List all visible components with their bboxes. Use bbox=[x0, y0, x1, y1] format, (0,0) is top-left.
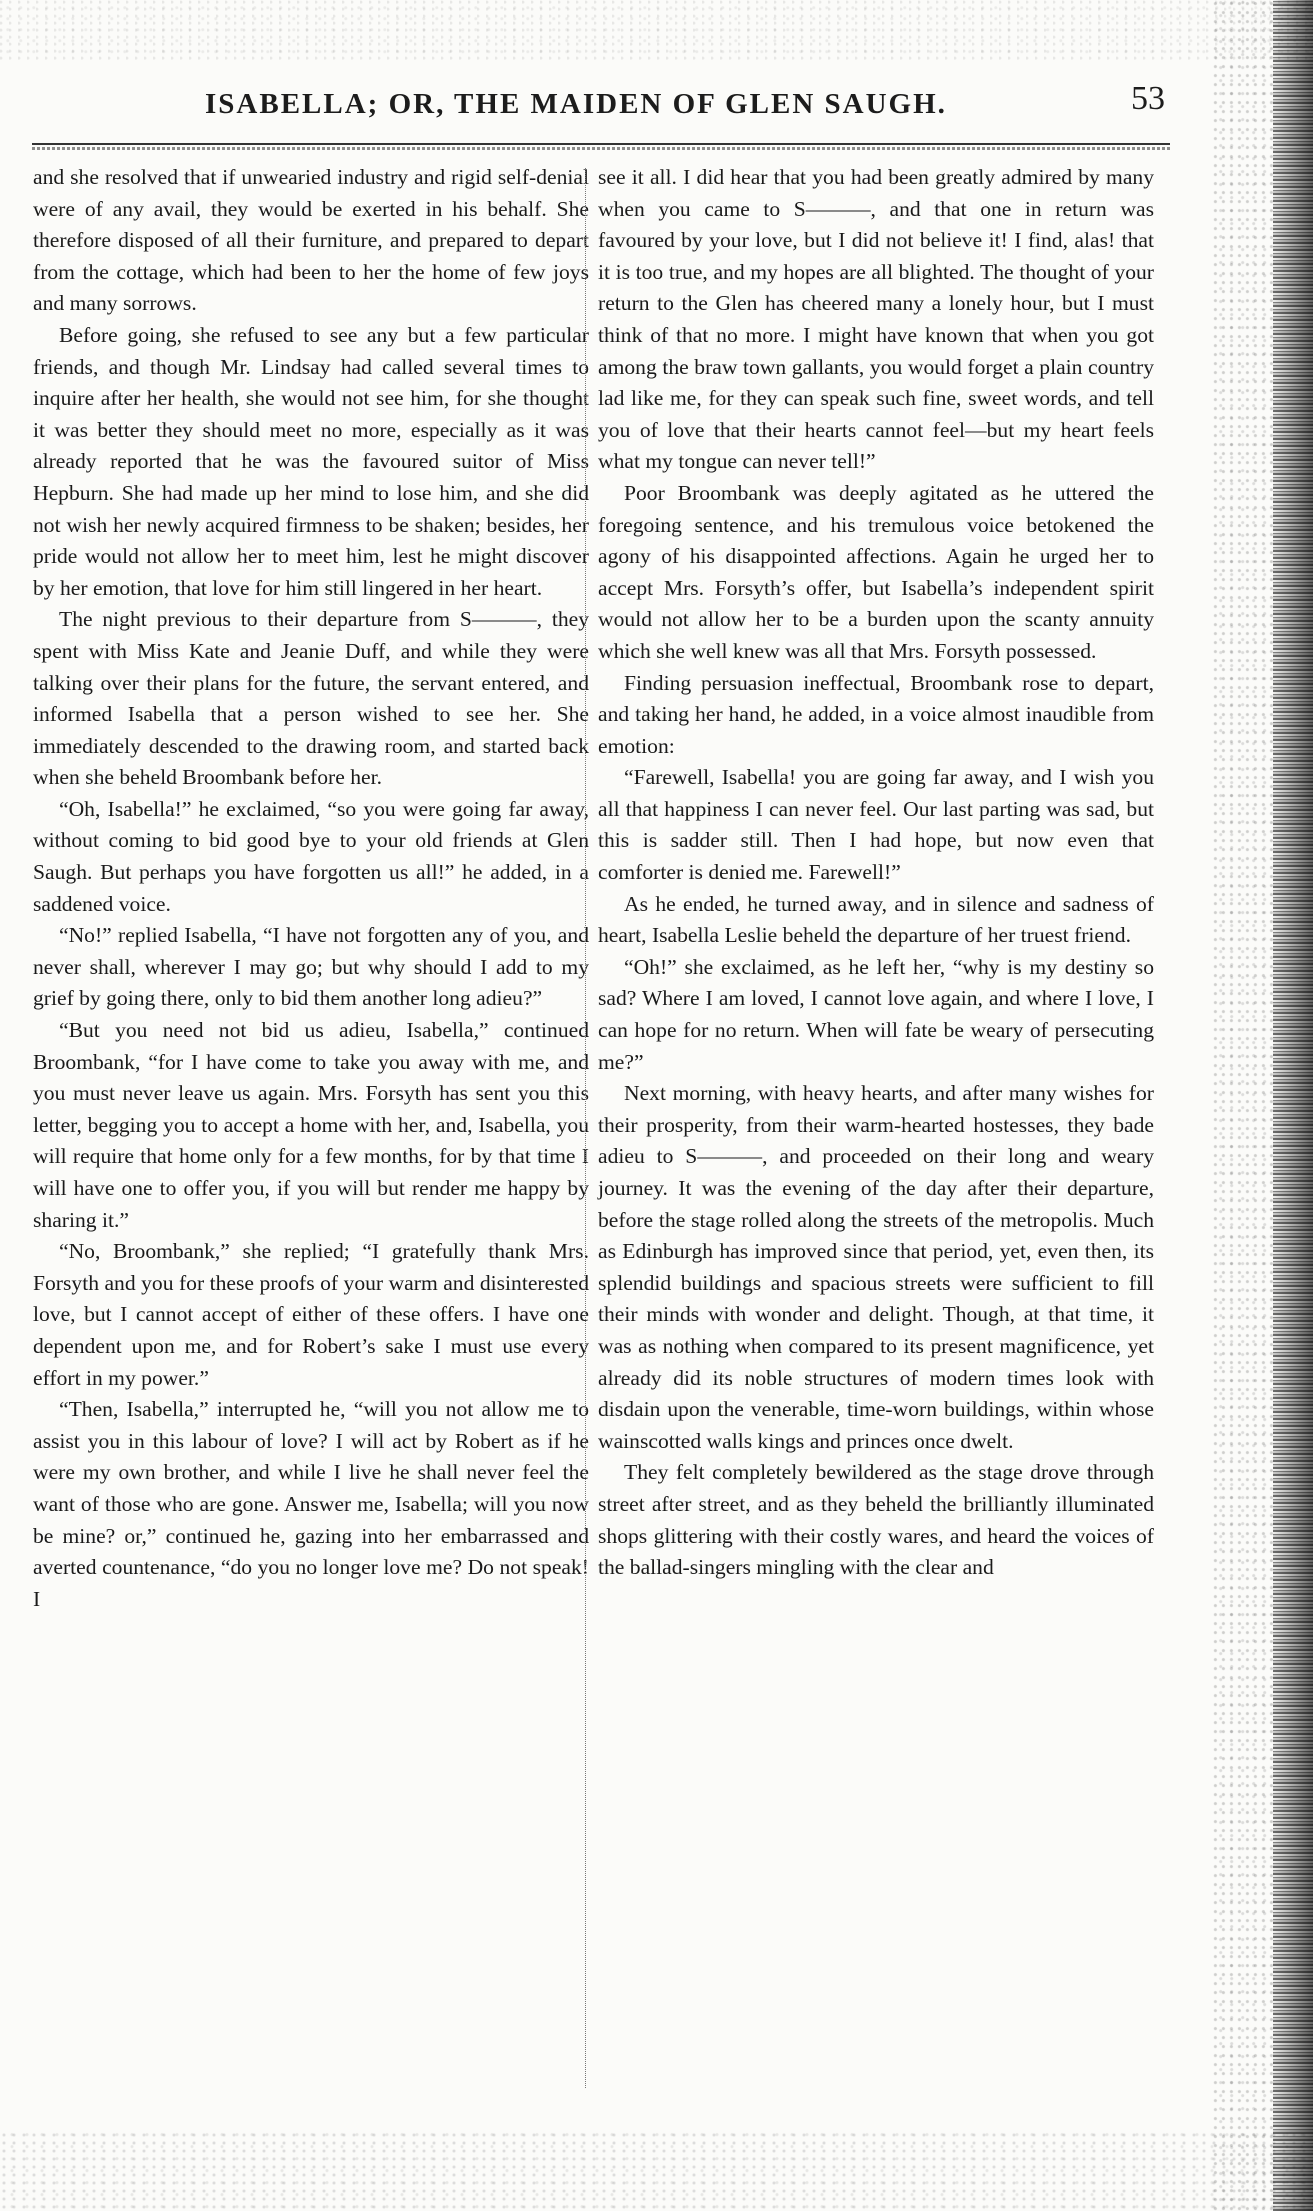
paragraph: “Oh!” she exclaimed, as he left her, “why is my destiny so sad? Where I am loved, I cannot love again, and where I love, I can hope for no return. When will fate be weary of persecuting me?” bbox=[598, 954, 1154, 1074]
paragraph: “Then, Isabella,” interrupted he, “will you not allow me to assist you in this labour of love? I will act by Robert as if he were my own brother, and while I live he shall never feel the want of those who are gone. Answer me, Isabella; will you now be mine? or,” continued he, gazing into her embarrassed and averted countenance, “do you no longer love me? Do not speak! I bbox=[33, 1397, 589, 1611]
paragraph: Before going, she refused to see any but a few particular friends, and though Mr. Lindsay had called several times to inquire after her health, she would not see him, for she thought it was better they should meet no more, especially as it was already reported that he was the favoured suitor of Miss Hepburn. She had made up her mind to lose him, and she did not wish her newly acquired firmness to be shaken; besides, her pride would not allow her to meet him, lest he might discover by her emotion, that love for him still lingered in her heart. bbox=[33, 322, 589, 600]
header-rule-wavy bbox=[32, 147, 1170, 150]
page-header bbox=[30, 80, 1175, 128]
right-column bbox=[598, 162, 1154, 1584]
paragraph: “No, Broombank,” she replied; “I gratefully thank Mrs. Forsyth and you for these proofs of your warm and disinterested love, but I cannot accept of either of these offers. I have one dependent upon me, and for Robert’s sake I must use every effort in my power.” bbox=[33, 1239, 589, 1390]
paragraph: “No!” replied Isabella, “I have not forgotten any of you, and never shall, wherever I may go; but why should I add to my grief by going there, only to bid them another long adieu?” bbox=[33, 923, 589, 1011]
paragraph: Next morning, with heavy hearts, and after many wishes for their prosperity, from their warm-hearted hostesses, they bade adieu to S———, and proceeded on their long and weary journey. It was the evening of the day after their departure, before the stage rolled along the streets of the metropolis. Much as Edinburgh has improved since that period, yet, even then, its splendid buildings and spacious streets were sufficient to fill their minds with wonder and delight. Though, at that time, it was as nothing when compared to its present magnificence, yet already did its noble structures of modern times look with disdain upon the venerable, time-worn buildings, within whose wainscotted walls kings and princes once dwelt. bbox=[598, 1081, 1154, 1453]
page-number: 53 bbox=[1131, 80, 1165, 117]
paragraph: “Farewell, Isabella! you are going far away, and I wish you all that happiness I can never feel. Our last parting was sad, but this is sadder still. Then I had hope, but now even that comforter is denied me. Farewell!” bbox=[598, 765, 1154, 885]
paragraph: Finding persuasion ineffectual, Broombank rose to depart, and taking her hand, he added, in a voice almost inaudible from emotion: bbox=[598, 670, 1154, 758]
scan-noise-bottom bbox=[0, 2131, 1313, 2211]
scan-noise-right bbox=[1213, 0, 1273, 2211]
paragraph: Poor Broombank was deeply agitated as he uttered the foregoing sentence, and his tremulous voice betokened the agony of his disappointed affections. Again he urged her to accept Mrs. Forsyth’s offer, but Isabella’s independent spirit would not allow her to be a burden upon the scanty annuity which she well knew was all that Mrs. Forsyth possessed. bbox=[598, 480, 1154, 663]
paragraph: They felt completely bewildered as the stage drove through street after street, and as they beheld the brilliantly illuminated shops glittering with their costly wares, and heard the voices of the ballad-singers mingling with the clear and bbox=[598, 1460, 1154, 1580]
paragraph: “But you need not bid us adieu, Isabella,” continued Broombank, “for I have come to take you away with me, and you must never leave us again. Mrs. Forsyth has sent you this letter, begging you to accept a home with her, and, Isabella, you will require that home only for a few months, for by that time I will have one to offer you, if you will but render me happy by sharing it.” bbox=[33, 1018, 589, 1232]
running-title: ISABELLA; OR, THE MAIDEN OF GLEN SAUGH. bbox=[205, 88, 947, 120]
paragraph: see it all. I did hear that you had been greatly admired by many when you came to S———, and that one in return was favoured by your love, but I did not believe it! I find, alas! that it is too true, and my hopes are all blighted. The thought of your return to the Glen has cheered many a lonely hour, but I must think of that no more. I might have known that when you got among the braw town gallants, you would forget a plain country lad like me, for they can speak such fine, sweet words, and tell you of love that their hearts cannot feel—but my heart feels what my tongue can never tell!” bbox=[598, 165, 1154, 474]
scan-noise-top bbox=[0, 0, 1313, 60]
paragraph: “Oh, Isabella!” he exclaimed, “so you were going far away, without coming to bid good bye to your old friends at Glen Saugh. But perhaps you have forgotten us all!” he added, in a saddened voice. bbox=[33, 796, 589, 916]
left-column bbox=[33, 162, 589, 1615]
paragraph: The night previous to their departure from S———, they spent with Miss Kate and Jeanie Duff, and while they were talking over their plans for the future, the servant entered, and informed Isabella that a person wished to see her. She immediately descended to the drawing room, and started back when she beheld Broombank before her. bbox=[33, 607, 589, 790]
header-rule bbox=[32, 143, 1170, 145]
paragraph: As he ended, he turned away, and in silence and sadness of heart, Isabella Leslie beheld the departure of her truest friend. bbox=[598, 891, 1154, 948]
paragraph: and she resolved that if unwearied industry and rigid self-denial were of any avail, they would be exerted in his behalf. She therefore disposed of all their furniture, and prepared to depart from the cottage, which had been to her the home of few joys and many sorrows. bbox=[33, 165, 589, 316]
scan-binding-edge bbox=[1273, 0, 1313, 2211]
column-divider bbox=[585, 168, 586, 2088]
